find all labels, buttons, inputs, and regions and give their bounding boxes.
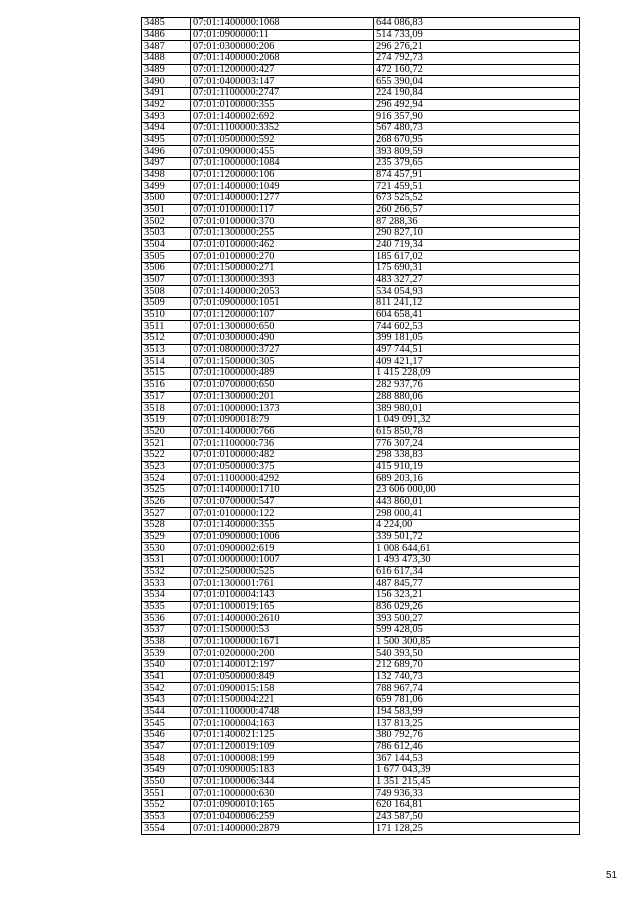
table-row [142,123,580,135]
cadastral-number-cell: 07:01:0900000:11 [191,29,374,41]
cadastral-number-cell: 07:01:1200000:106 [191,169,374,181]
row-number-cell: 3495 [142,134,191,146]
table-row [142,321,580,333]
table-row [142,414,580,426]
cadastral-number-cell: 07:01:0100000:117 [191,204,374,216]
row-number-cell: 3552 [142,800,191,812]
cadastral-number-cell: 07:01:1400000:2053 [191,286,374,298]
row-number-cell: 3509 [142,298,191,310]
cadastral-number-cell: 07:01:0700000:650 [191,379,374,391]
table-row [142,204,580,216]
cadastral-number-cell: 07:01:1000006:344 [191,776,374,788]
table-row [142,659,580,671]
cadastral-value-cell: 540 393,50 [374,648,580,660]
table-row [142,438,580,450]
row-number-cell: 3533 [142,578,191,590]
cadastral-number-cell: 07:01:0900015:158 [191,683,374,695]
row-number-cell: 3498 [142,169,191,181]
cadastral-value-cell: 514 733,09 [374,29,580,41]
row-number-cell: 3497 [142,158,191,170]
table-row [142,449,580,461]
row-number-cell: 3515 [142,368,191,380]
cadastral-number-cell: 07:01:1500004:221 [191,694,374,706]
row-number-cell: 3511 [142,321,191,333]
cadastral-number-cell: 07:01:2500000:525 [191,566,374,578]
table-row [142,566,580,578]
cadastral-number-cell: 07:01:0500000:375 [191,461,374,473]
cadastral-value-cell: 393 500,27 [374,613,580,625]
cadastral-number-cell: 07:01:0000000:1007 [191,554,374,566]
table-row [142,484,580,496]
row-number-cell: 3530 [142,543,191,555]
table-row [142,765,580,777]
cadastral-value-cell: 604 658,41 [374,309,580,321]
row-number-cell: 3553 [142,811,191,823]
row-number-cell: 3507 [142,274,191,286]
cadastral-number-cell: 07:01:0400006:259 [191,811,374,823]
cadastral-value-cell: 399 181,05 [374,333,580,345]
cadastral-number-cell: 07:01:0300000:490 [191,333,374,345]
table-row [142,333,580,345]
cadastral-value-cell: 367 144,53 [374,753,580,765]
table-row [142,146,580,158]
cadastral-value-cell: 268 670,95 [374,134,580,146]
table-row [142,403,580,415]
row-number-cell: 3518 [142,403,191,415]
table-row [142,426,580,438]
cadastral-value-cell: 260 266,57 [374,204,580,216]
row-number-cell: 3539 [142,648,191,660]
cadastral-number-cell: 07:01:1400000:1049 [191,181,374,193]
row-number-cell: 3499 [142,181,191,193]
table-row [142,706,580,718]
row-number-cell: 3489 [142,64,191,76]
cadastral-value-cell: 744 602,53 [374,321,580,333]
row-number-cell: 3500 [142,193,191,205]
row-number-cell: 3523 [142,461,191,473]
row-number-cell: 3488 [142,53,191,65]
cadastral-value-cell: 298 338,83 [374,449,580,461]
cadastral-number-cell: 07:01:1300000:255 [191,228,374,240]
cadastral-number-cell: 07:01:1100000:4748 [191,706,374,718]
table-row [142,368,580,380]
cadastral-value-cell: 443 860,01 [374,496,580,508]
row-number-cell: 3513 [142,344,191,356]
table-row [142,239,580,251]
cadastral-number-cell: 07:01:1000008:199 [191,753,374,765]
cadastral-number-cell: 07:01:0900000:455 [191,146,374,158]
row-number-cell: 3544 [142,706,191,718]
table-row [142,613,580,625]
cadastral-value-cell: 132 740,73 [374,671,580,683]
table-row [142,554,580,566]
cadastral-number-cell: 07:01:1300000:650 [191,321,374,333]
cadastral-number-cell: 07:01:1100000:736 [191,438,374,450]
cadastral-value-cell: 296 276,21 [374,41,580,53]
row-number-cell: 3538 [142,636,191,648]
row-number-cell: 3504 [142,239,191,251]
cadastral-number-cell: 07:01:1000000:1373 [191,403,374,415]
table-row [142,88,580,100]
table-row [142,251,580,263]
cadastral-number-cell: 07:01:1100000:2747 [191,88,374,100]
row-number-cell: 3543 [142,694,191,706]
table-row [142,29,580,41]
cadastral-number-cell: 07:01:1000000:489 [191,368,374,380]
cadastral-number-cell: 07:01:0200000:200 [191,648,374,660]
cadastral-number-cell: 07:01:0900018:79 [191,414,374,426]
row-number-cell: 3546 [142,729,191,741]
cadastral-number-cell: 07:01:0500000:592 [191,134,374,146]
table-row [142,64,580,76]
row-number-cell: 3528 [142,519,191,531]
row-number-cell: 3490 [142,76,191,88]
cadastral-value-cell: 243 587,50 [374,811,580,823]
table-row [142,53,580,65]
row-number-cell: 3534 [142,589,191,601]
cadastral-value-cell: 415 910,19 [374,461,580,473]
cadastral-value-cell: 599 428,05 [374,624,580,636]
cadastral-value-cell: 380 792,76 [374,729,580,741]
cadastral-number-cell: 07:01:1400000:1068 [191,18,374,30]
page-number: 51 [606,870,618,881]
row-number-cell: 3514 [142,356,191,368]
row-number-cell: 3524 [142,473,191,485]
cadastral-number-cell: 07:01:0900010:165 [191,800,374,812]
cadastral-value-cell: 298 000,41 [374,508,580,520]
row-number-cell: 3519 [142,414,191,426]
row-number-cell: 3517 [142,391,191,403]
row-number-cell: 3492 [142,99,191,111]
table-row [142,391,580,403]
cadastral-number-cell: 07:01:1200019:109 [191,741,374,753]
cadastral-value-cell: 1 677 043,39 [374,765,580,777]
cadastral-number-cell: 07:01:1000000:630 [191,788,374,800]
table-row [142,694,580,706]
cadastral-value-cell: 389 980,01 [374,403,580,415]
cadastral-number-cell: 07:01:1300000:201 [191,391,374,403]
table-row [142,461,580,473]
table-row [142,624,580,636]
table-row [142,601,580,613]
cadastral-value-cell: 171 128,25 [374,823,580,835]
cadastral-number-cell: 07:01:0900002:619 [191,543,374,555]
cadastral-number-cell: 07:01:1400000:766 [191,426,374,438]
cadastral-number-cell: 07:01:1400000:2879 [191,823,374,835]
cadastral-number-cell: 07:01:1500000:271 [191,263,374,275]
cadastral-number-cell: 07:01:0900000:1006 [191,531,374,543]
cadastral-value-cell: 282 937,76 [374,379,580,391]
cadastral-value-cell: 788 967,74 [374,683,580,695]
cadastral-number-cell: 07:01:1400000:2610 [191,613,374,625]
cadastral-value-cell: 497 744,51 [374,344,580,356]
cadastral-value-cell: 235 379,65 [374,158,580,170]
row-number-cell: 3506 [142,263,191,275]
row-number-cell: 3547 [142,741,191,753]
cadastral-value-cell: 212 689,70 [374,659,580,671]
cadastral-value-cell: 1 493 473,30 [374,554,580,566]
cadastral-value-cell: 339 501,72 [374,531,580,543]
cadastral-number-cell: 07:01:1400002:692 [191,111,374,123]
cadastral-value-cell: 874 457,91 [374,169,580,181]
table-row [142,648,580,660]
cadastral-number-cell: 07:01:0100000:370 [191,216,374,228]
table-row [142,800,580,812]
table-row [142,823,580,835]
table-row [142,344,580,356]
cadastral-value-cell: 811 241,12 [374,298,580,310]
cadastral-value-cell: 240 719,34 [374,239,580,251]
row-number-cell: 3485 [142,18,191,30]
table-row [142,193,580,205]
row-number-cell: 3510 [142,309,191,321]
cadastral-value-cell: 1 500 300,85 [374,636,580,648]
cadastral-value-cell: 567 480,73 [374,123,580,135]
row-number-cell: 3549 [142,765,191,777]
table-row [142,309,580,321]
row-number-cell: 3516 [142,379,191,391]
row-number-cell: 3520 [142,426,191,438]
row-number-cell: 3550 [142,776,191,788]
cadastral-value-cell: 483 327,27 [374,274,580,286]
table-row [142,379,580,391]
cadastral-number-cell: 07:01:0700000:547 [191,496,374,508]
cadastral-number-cell: 07:01:1100000:4292 [191,473,374,485]
cadastral-value-cell: 409 421,17 [374,356,580,368]
cadastral-number-cell: 07:01:0500000:849 [191,671,374,683]
cadastral-number-cell: 07:01:1100000:3352 [191,123,374,135]
table-row [142,531,580,543]
cadastral-value-cell: 655 390,04 [374,76,580,88]
cadastral-value-cell: 1 415 228,09 [374,368,580,380]
cadastral-value-cell: 615 850,78 [374,426,580,438]
row-number-cell: 3493 [142,111,191,123]
cadastral-value-cell: 1 008 644,61 [374,543,580,555]
table-row [142,811,580,823]
table-row [142,216,580,228]
row-number-cell: 3551 [142,788,191,800]
table-row [142,776,580,788]
cadastral-number-cell: 07:01:1000000:1671 [191,636,374,648]
cadastral-value-cell: 786 612,46 [374,741,580,753]
cadastral-value-cell: 185 617,02 [374,251,580,263]
cadastral-value-cell: 689 203,16 [374,473,580,485]
row-number-cell: 3526 [142,496,191,508]
cadastral-value-cell: 673 525,52 [374,193,580,205]
row-number-cell: 3522 [142,449,191,461]
cadastral-number-cell: 07:01:0800000:3727 [191,344,374,356]
cadastral-number-cell: 07:01:1000019:165 [191,601,374,613]
table-row [142,496,580,508]
cadastral-number-cell: 07:01:1000000:1084 [191,158,374,170]
cadastral-number-cell: 07:01:0100000:122 [191,508,374,520]
cadastral-number-cell: 07:01:1300001:761 [191,578,374,590]
table-row [142,99,580,111]
row-number-cell: 3529 [142,531,191,543]
cadastral-value-cell: 296 492,94 [374,99,580,111]
cadastral-number-cell: 07:01:1400012:197 [191,659,374,671]
cadastral-value-cell: 776 307,24 [374,438,580,450]
cadastral-value-cell: 1 351 215,45 [374,776,580,788]
cadastral-value-cell: 23 606 000,00 [374,484,580,496]
row-number-cell: 3548 [142,753,191,765]
cadastral-number-cell: 07:01:0900000:1051 [191,298,374,310]
table-row [142,683,580,695]
row-number-cell: 3536 [142,613,191,625]
row-number-cell: 3505 [142,251,191,263]
table-row [142,589,580,601]
table-row [142,508,580,520]
cadastral-value-cell: 1 049 091,32 [374,414,580,426]
cadastral-value-cell: 175 690,31 [374,263,580,275]
cadastral-number-cell: 07:01:0100000:482 [191,449,374,461]
cadastral-number-cell: 07:01:1400021:125 [191,729,374,741]
cadastral-value-cell: 487 845,77 [374,578,580,590]
cadastral-value-cell: 194 583,99 [374,706,580,718]
row-number-cell: 3535 [142,601,191,613]
cadastral-number-cell: 07:01:0300000:206 [191,41,374,53]
row-number-cell: 3496 [142,146,191,158]
row-number-cell: 3486 [142,29,191,41]
cadastral-value-cell: 393 809,59 [374,146,580,158]
row-number-cell: 3545 [142,718,191,730]
cadastral-value-cell: 749 936,33 [374,788,580,800]
cadastral-number-cell: 07:01:0100000:355 [191,99,374,111]
row-number-cell: 3502 [142,216,191,228]
row-number-cell: 3494 [142,123,191,135]
cadastral-value-cell: 290 827,10 [374,228,580,240]
cadastral-value-cell: 916 357,90 [374,111,580,123]
cadastral-number-cell: 07:01:0900005:183 [191,765,374,777]
cadastral-value-cell: 4 224,00 [374,519,580,531]
table-row [142,473,580,485]
row-number-cell: 3537 [142,624,191,636]
cadastral-value-cell: 659 781,06 [374,694,580,706]
row-number-cell: 3525 [142,484,191,496]
table-row [142,169,580,181]
cadastral-number-cell: 07:01:1200000:107 [191,309,374,321]
cadastral-number-cell: 07:01:1400000:355 [191,519,374,531]
row-number-cell: 3512 [142,333,191,345]
cadastral-value-cell: 472 160,72 [374,64,580,76]
cadastral-value-cell: 721 459,51 [374,181,580,193]
cadastral-value-cell: 644 086,83 [374,18,580,30]
row-number-cell: 3542 [142,683,191,695]
table-row [142,578,580,590]
cadastral-number-cell: 07:01:1500000:53 [191,624,374,636]
table-row [142,18,580,30]
cadastral-value-table [141,17,580,835]
table-row [142,543,580,555]
cadastral-number-cell: 07:01:0100000:462 [191,239,374,251]
row-number-cell: 3541 [142,671,191,683]
cadastral-value-cell: 156 323,21 [374,589,580,601]
cadastral-value-cell: 534 054,93 [374,286,580,298]
table-row [142,274,580,286]
cadastral-value-cell: 274 792,73 [374,53,580,65]
cadastral-number-cell: 07:01:1500000:305 [191,356,374,368]
table-body [142,18,580,835]
cadastral-number-cell: 07:01:0100000:270 [191,251,374,263]
table-row [142,519,580,531]
cadastral-number-cell: 07:01:0400003:147 [191,76,374,88]
table-row [142,741,580,753]
row-number-cell: 3491 [142,88,191,100]
table-row [142,286,580,298]
table-row [142,76,580,88]
cadastral-value-cell: 288 880,06 [374,391,580,403]
cadastral-number-cell: 07:01:1400000:2068 [191,53,374,65]
cadastral-number-cell: 07:01:1400000:1710 [191,484,374,496]
table-row [142,788,580,800]
table-row [142,263,580,275]
cadastral-number-cell: 07:01:1000004:163 [191,718,374,730]
cadastral-number-cell: 07:01:0100004:143 [191,589,374,601]
row-number-cell: 3540 [142,659,191,671]
row-number-cell: 3532 [142,566,191,578]
cadastral-value-cell: 137 813,25 [374,718,580,730]
row-number-cell: 3531 [142,554,191,566]
row-number-cell: 3521 [142,438,191,450]
table-row [142,181,580,193]
table-row [142,718,580,730]
cadastral-number-cell: 07:01:1400000:1277 [191,193,374,205]
row-number-cell: 3527 [142,508,191,520]
table-row [142,111,580,123]
table-row [142,729,580,741]
cadastral-value-cell: 836 029,26 [374,601,580,613]
table-row [142,134,580,146]
table-row [142,671,580,683]
table-row [142,753,580,765]
row-number-cell: 3487 [142,41,191,53]
table-row [142,356,580,368]
table-row [142,41,580,53]
table-row [142,228,580,240]
cadastral-value-cell: 620 164,81 [374,800,580,812]
cadastral-value-cell: 224 190,84 [374,88,580,100]
row-number-cell: 3508 [142,286,191,298]
row-number-cell: 3501 [142,204,191,216]
table-row [142,298,580,310]
cadastral-number-cell: 07:01:1200000:427 [191,64,374,76]
row-number-cell: 3503 [142,228,191,240]
cadastral-value-cell: 616 617,34 [374,566,580,578]
cadastral-number-cell: 07:01:1300000:393 [191,274,374,286]
table-row [142,636,580,648]
row-number-cell: 3554 [142,823,191,835]
cadastral-value-cell: 87 288,36 [374,216,580,228]
table-row [142,158,580,170]
